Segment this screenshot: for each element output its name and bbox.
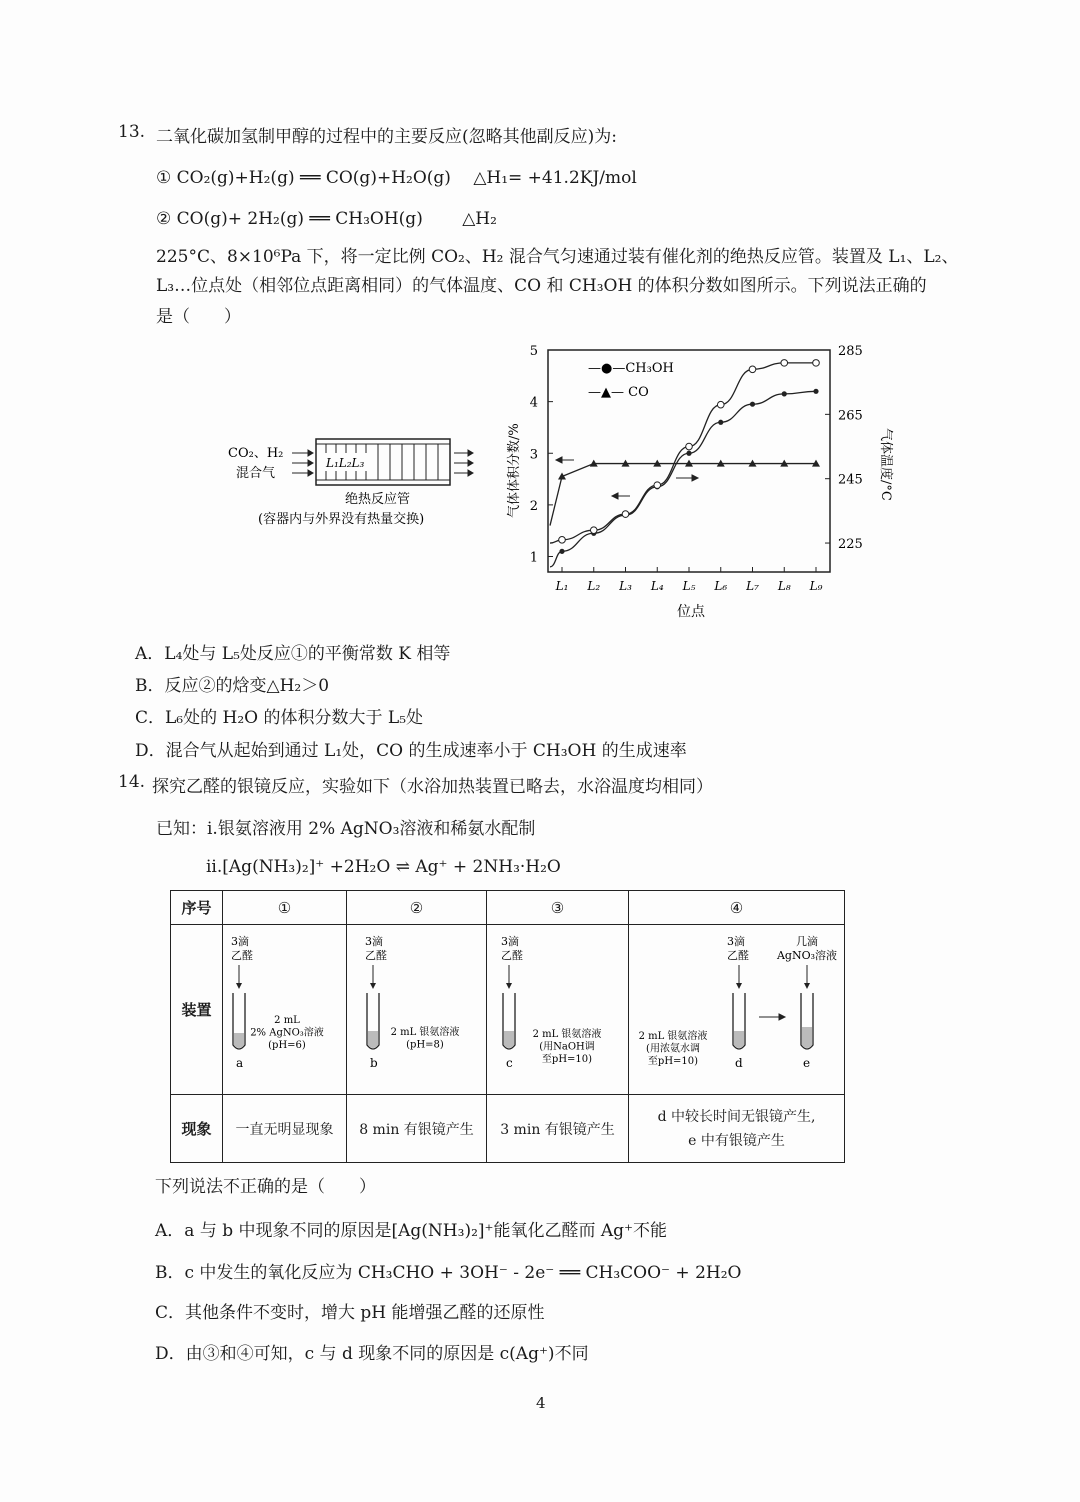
tube-label-d: d	[735, 1055, 743, 1070]
header-label: 序号	[171, 891, 223, 925]
q13-conditions-1: 225°C、8×10⁶Pa 下，将一定比例 CO₂、H₂ 混合气匀速通过装有催化剂的绝热反应管。装置及 L₁、L₂、	[156, 247, 959, 267]
phenomenon-label: 现象	[171, 1095, 223, 1163]
phenomenon-4	[629, 1095, 845, 1163]
q13-stem: 二氧化碳加氢制甲醇的过程中的主要反应(忽略其他副反应)为:	[156, 127, 617, 147]
y-tick-label: 1	[529, 550, 538, 566]
solution-3: 2 mL 银氨溶液(用NaOH调至pH=10)	[532, 1028, 602, 1065]
phenomenon-4a: d 中较长时间无银镜产生,	[657, 1108, 816, 1125]
col-3: ③	[487, 891, 629, 925]
inlet-arrows-icon	[292, 450, 313, 476]
q13-conditions-3: 是（ ）	[156, 307, 241, 327]
temperature-point	[622, 511, 629, 518]
ch3oh-point	[782, 391, 787, 396]
drop-label-1: 3滴乙醛	[231, 934, 253, 962]
phenomenon-4b: e 中有银镜产生	[688, 1132, 785, 1149]
tube-label-b: b	[370, 1055, 378, 1070]
transfer-arrow-icon	[759, 1014, 785, 1020]
ch3oh-point	[718, 420, 723, 425]
q14-number: 14.	[118, 772, 146, 792]
q14-option-c: C．其他条件不变时，增大 pH 能增强乙醛的还原性	[155, 1303, 545, 1323]
volume-fraction-temperature-chart	[496, 338, 893, 628]
drop-label-3: 3滴乙醛	[501, 934, 523, 962]
q13-reaction-1: ① CO₂(g)+H₂(g) ══ CO(g)+H₂O(g) △H₁= +41.2KJ/mol	[156, 168, 637, 188]
q14-option-a: A．a 与 b 中现象不同的原因是[Ag(NH₃)₂]⁺能氧化乙醛而 Ag⁺不能	[155, 1221, 668, 1241]
drop-label-4: 3滴乙醛	[727, 934, 749, 962]
test-tube-b-diagram	[347, 927, 487, 1093]
q14-option-d: D．由③和④可知，c 与 d 现象不同的原因是 c(Ag⁺)不同	[155, 1344, 589, 1364]
ch3oh-point	[559, 549, 564, 554]
col-4: ④	[629, 891, 845, 925]
y-right-tick-label: 265	[838, 408, 863, 424]
device-1	[223, 925, 347, 1095]
q13-option-a: A．L₄处与 L₅处反应①的平衡常数 K 相等	[135, 644, 451, 664]
tube-name: 绝热反应管	[345, 492, 411, 507]
table-phenomenon-row	[171, 1095, 845, 1163]
q13-option-b: B．反应②的焓变△H₂＞0	[135, 676, 330, 696]
q14-known-2: ii.[Ag(NH₃)₂]⁺ +2H₂O ⇌ Ag⁺ + 2NH₃·H₂O	[206, 857, 561, 877]
col-1: ①	[223, 891, 347, 925]
x-tick-label: L₆	[714, 579, 728, 593]
points-label: L₁L₂L₃	[326, 456, 365, 470]
y-tick-label: 2	[529, 498, 538, 514]
series-line-1	[550, 464, 816, 526]
temperature-point	[654, 482, 661, 489]
feed-label: CO₂、H₂	[228, 446, 284, 461]
x-tick-label: L₃	[619, 579, 632, 593]
tube-note: (容器内与外界没有热量交换)	[258, 512, 425, 527]
device-label: 装置	[171, 925, 223, 1095]
ch3oh-point	[750, 402, 755, 407]
x-tick-label: L₇	[746, 579, 759, 593]
y-tick-label: 5	[529, 344, 538, 359]
drop-label-2: 3滴乙醛	[365, 934, 387, 962]
x-tick-label: L₂	[587, 579, 601, 593]
x-tick-label: L₉	[809, 579, 823, 593]
legend-co: —▲— CO	[588, 385, 649, 400]
q13-conditions-2: L₃…位点处（相邻位点距离相同）的气体温度、CO 和 CH₃OH 的体积分数如图所示。下列说法正确的	[156, 276, 927, 296]
device-3	[487, 925, 629, 1095]
test-tube-c-diagram	[487, 927, 629, 1093]
temperature-point	[813, 360, 820, 367]
phenomenon-2: 8 min 有银镜产生	[347, 1095, 487, 1163]
test-tube-d-e-diagram	[629, 927, 845, 1093]
table-device-row	[171, 925, 845, 1095]
series-line-0	[550, 391, 816, 567]
chart-ylabel-left: 气体体积分数/%	[507, 423, 522, 518]
tube-label-a: a	[236, 1055, 244, 1070]
y-right-tick-label: 225	[838, 537, 863, 553]
temperature-point	[590, 527, 597, 534]
y-tick-label: 3	[529, 447, 538, 463]
chart-ylabel-right: 气体温度/°C	[878, 428, 893, 501]
q13-reaction-2: ② CO(g)+ 2H₂(g) ══ CH₃OH(g) △H₂	[156, 209, 497, 229]
y-tick-label: 4	[529, 395, 538, 411]
solution-2: 2 mL 银氨溶液(pH=8)	[390, 1026, 460, 1050]
x-tick-label: L₈	[777, 579, 791, 593]
drop-label-e: 几滴 AgNO₃溶液	[776, 934, 838, 962]
ch3oh-point	[813, 389, 818, 394]
tube-label-e: e	[803, 1055, 811, 1070]
q13-option-c: C．L₆处的 H₂O 的体积分数大于 L₅处	[135, 708, 424, 728]
y-right-tick-label: 245	[838, 472, 863, 488]
q14-question: 下列说法不正确的是（ ）	[155, 1177, 376, 1197]
page-number: 4	[536, 1394, 546, 1412]
table-header-row	[171, 891, 845, 925]
x-tick-label: L₁	[555, 579, 569, 593]
chart-legend	[588, 361, 674, 400]
solution-1: 2 mL 2% AgNO₃溶液(pH=6)	[250, 1014, 324, 1051]
test-tube-a-diagram	[223, 927, 347, 1093]
feed-label-2: 混合气	[236, 466, 276, 481]
q13-number: 13.	[118, 122, 146, 142]
temperature-point	[749, 366, 756, 373]
temperature-point	[717, 401, 724, 408]
tube-label-c: c	[506, 1055, 513, 1070]
temperature-point	[686, 443, 693, 450]
q14-stem: 探究乙醛的银镜反应，实验如下（水浴加热装置已略去，水浴温度均相同）	[152, 777, 713, 797]
temperature-point	[559, 537, 566, 544]
q14-option-b: B．c 中发生的氧化反应为 CH₃CHO + 3OH⁻ - 2e⁻ ══ CH₃COO⁻ + 2H₂O	[155, 1263, 742, 1283]
x-tick-label: L₄	[650, 579, 664, 593]
outlet-arrows-icon	[454, 450, 473, 476]
legend-ch3oh: —●—CH₃OH	[588, 361, 674, 376]
device-2	[347, 925, 487, 1095]
solution-4: 2 mL 银氨溶液(用浓氨水调至pH=10)	[638, 1030, 708, 1067]
x-tick-label: L₅	[682, 579, 696, 593]
q13-option-d: D．混合气从起始到通过 L₁处，CO 的生成速率小于 CH₃OH 的生成速率	[135, 741, 687, 761]
phenomenon-1: 一直无明显现象	[223, 1095, 347, 1163]
ch3oh-point	[686, 451, 691, 456]
device-4	[629, 925, 845, 1095]
temperature-point	[781, 360, 788, 367]
reaction-tube-diagram	[220, 425, 480, 535]
phenomenon-3: 3 min 有银镜产生	[487, 1095, 629, 1163]
chart-xlabel: 位点	[677, 604, 705, 620]
col-2: ②	[347, 891, 487, 925]
q14-known-1: 已知：i.银氨溶液用 2% AgNO₃溶液和稀氨水配制	[156, 819, 536, 839]
experiment-table	[170, 890, 845, 1163]
y-right-tick-label: 285	[838, 344, 863, 359]
